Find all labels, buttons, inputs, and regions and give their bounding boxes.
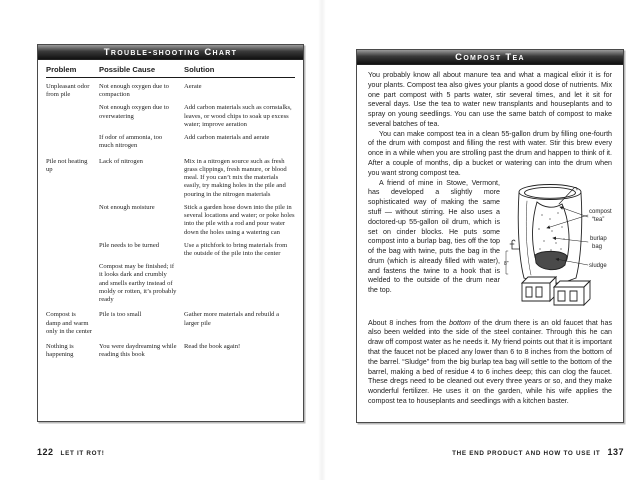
figure-label-sludge: sludge <box>589 262 607 269</box>
figure-label-bag: bag <box>592 243 603 250</box>
table-row-group <box>46 83 295 151</box>
table-row <box>99 242 295 258</box>
table-row <box>99 134 295 150</box>
solution-cell: Gather more materials and rebuild a larger pile <box>184 311 280 327</box>
cause-cell: Compost may be finished; if it looks dark and crumbly and smells earthy instead of moldy or rotten, it’s probably ready <box>99 263 177 304</box>
paragraph-2: You can make compost tea in a clean 55-gallon drum by filling one-fourth of the drum with compost and filling the rest with water. Stir this brew every once in a while when you are strolling past the drum and happen to think of it. After a couple of months, dip a bucket or watering can into the drum when you want strong compost tea. <box>368 129 612 177</box>
page-number-left: 122 <box>37 447 54 457</box>
problem-cell: Compost is damp and warm only in the center <box>46 311 92 335</box>
entries <box>99 311 295 336</box>
drum-rim-outer <box>519 184 581 199</box>
page-gutter-shadow <box>318 0 326 480</box>
chapter-title: THE END PRODUCT AND HOW TO USE IT <box>452 450 601 457</box>
cause-cell: If odor of ammonia, too much nitrogen <box>99 134 163 150</box>
drum-right-side <box>576 193 582 278</box>
cause-cell: Not enough moisture <box>99 203 155 211</box>
table-row-group <box>46 311 295 336</box>
figure-dimension-label: 8" <box>504 260 509 267</box>
table-row <box>99 343 295 359</box>
column-header-cause: Possible Cause <box>99 65 156 74</box>
table-row <box>99 311 295 327</box>
paragraph-4-after: of the drum there is an old faucet that has also been welded into the side of the steel container. Through this he can draw off compost water as he needs it. My friend points out that it is important that the faucet not be placed any lower than 6 to 8 inches from the bottom of the barrel. “Sludge” from the big burlap tea bag will settle to the bottom of the barrel, making a bed of residue 4 to 6 inches deep; this can clog the faucet. These dregs need to be cleaned out every three years or so, and they make wonderful fertilizer. He uses it on the garden, while his wife applies the compost tea to houseplants and seedlings with a kitchen baster. <box>368 318 612 405</box>
solution-cell: Stick a garden hose down into the pile in several locations and water; or poke holes into the pile with a rod and pour water down the holes using a watering can <box>184 203 295 236</box>
cause-cell: Not enough oxygen due to compaction <box>99 83 169 99</box>
compost-tea-box <box>356 49 624 423</box>
figure-label-burlap: burlap <box>590 235 607 242</box>
solution-cell: Use a pitchfork to bring materials from the outside of the pile into the center <box>184 241 288 257</box>
drum-illustration <box>504 179 612 319</box>
chart-title-bar <box>38 45 303 60</box>
tea-body <box>357 65 623 407</box>
chart-column-headers <box>46 65 295 78</box>
solution-cell <box>184 263 295 304</box>
solution-cell: Add carbon materials such as cornstalks, leaves, or wood chips to soak up excess water; improve aeration <box>184 104 292 128</box>
table-row <box>99 263 295 304</box>
problem-cell: Pile not heating up <box>46 157 88 173</box>
table-row <box>99 83 295 99</box>
table-row <box>99 204 295 237</box>
solution-cell: Add carbon materials and aerate <box>184 134 270 142</box>
cause-cell: Not enough oxygen due to overwatering <box>99 104 169 120</box>
drum-seam <box>526 201 531 275</box>
column-header-solution: Solution <box>184 65 215 74</box>
table-row <box>99 104 295 129</box>
table-row-group <box>46 343 295 359</box>
problem-cell: Unpleasant odor from pile <box>46 83 90 99</box>
paragraph-1: You probably know all about manure tea and what a magical elixir it is for your plants. Compost tea also gives your plants a good dose of nutrients. Mix one part compost with 5 parts water, stir several times, and let it sit for several days. Use the tea to water new transplants and houseplants and to spray on young seedlings. You can use the same batch of compost to make several batches of tea. <box>368 71 612 128</box>
drum-rim-inner <box>525 187 576 198</box>
cause-cell: Pile needs to be turned <box>99 241 160 249</box>
sludge-shape <box>535 251 567 269</box>
solution-cell: Read the book again! <box>184 343 241 351</box>
paragraph-3-with-figure <box>368 179 612 319</box>
left-page-footer <box>37 447 105 457</box>
twine-and-hook <box>559 187 577 204</box>
page-number-right: 137 <box>607 447 624 457</box>
entries <box>99 83 295 151</box>
trouble-shooting-chart <box>37 44 304 422</box>
paragraph-4-italic: bottom <box>449 318 471 327</box>
tea-title: Compost Tea <box>455 51 525 63</box>
tea-title-bar <box>357 50 623 65</box>
compost-tea-figure <box>504 179 612 319</box>
entries <box>99 158 295 305</box>
table-row-group <box>46 158 295 305</box>
paragraph-4 <box>368 319 612 407</box>
chart-body <box>38 78 303 360</box>
cause-cell: You were daydreaming while reading this book <box>99 343 177 359</box>
solution-cell: Mix in a nitrogen source such as fresh grass clippings, fresh manure, or blood meal. If you can’t mix the materials easily, try making holes in the pile and pouring in the nitrogen materials <box>184 157 287 198</box>
cinder-blocks <box>522 277 590 305</box>
figure-label-tea-quote: “tea” <box>592 216 605 223</box>
right-page-footer <box>452 447 624 457</box>
problem-cell: Nothing is happening <box>46 343 74 359</box>
entries <box>99 343 295 359</box>
book-title: LET IT ROT! <box>60 450 105 457</box>
drum-left-side <box>518 193 524 278</box>
figure-label-compost-tea: compost <box>589 208 612 215</box>
solution-cell: Aerate <box>184 83 202 90</box>
cause-cell: Lack of nitrogen <box>99 157 143 165</box>
faucet-icon <box>510 240 519 249</box>
cause-cell: Pile is too small <box>99 311 142 319</box>
chart-title: Trouble-shooting Chart <box>103 46 238 58</box>
column-header-problem: Problem <box>46 65 77 74</box>
paragraph-4-before: About 8 inches from the <box>368 318 450 327</box>
table-row <box>99 158 295 199</box>
paragraph-3: A friend of mine in Stowe, Vermont, has developed a slightly more sophisticated way of making the same stuff — without stirring. He also uses a doctored-up 55-gallon oil drum, which is set on cinder blocks. He puts some compost into a burlap bag, ties off the top of the bag with twine, puts the bag in the drum (which is already filled with water), and fastens the twine to a hook that is welded to the outside of the drum near the top. <box>368 178 500 295</box>
